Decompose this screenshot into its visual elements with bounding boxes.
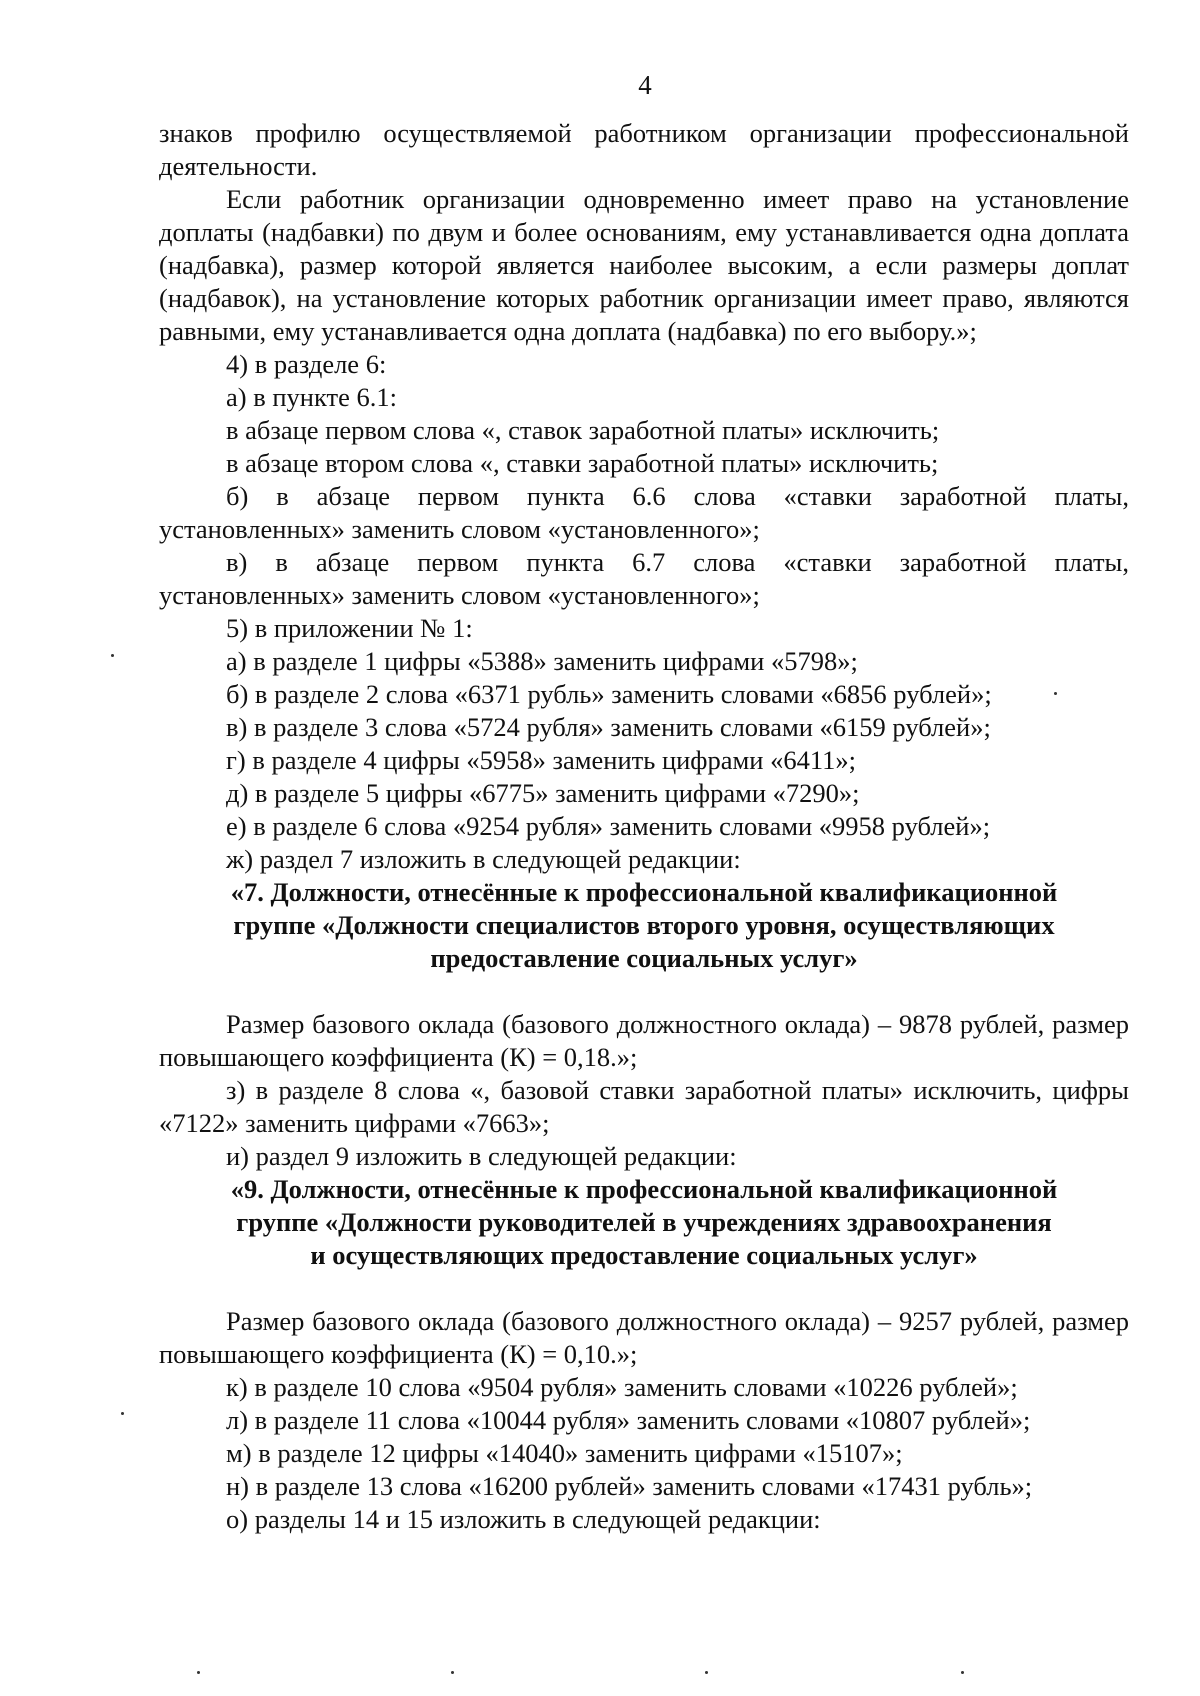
list-item: 5) в приложении № 1: xyxy=(226,613,473,643)
scan-speck xyxy=(705,1671,708,1674)
page-number: 4 xyxy=(638,70,652,100)
document-body xyxy=(159,117,1129,1536)
scan-speck xyxy=(961,1671,964,1674)
list-item: а) в разделе 1 цифры «5388» заменить цифрами «5798»; xyxy=(226,646,858,676)
heading-line: группе «Должности специалистов второго уровня, осуществляющих xyxy=(233,910,1055,940)
scan-speck xyxy=(111,654,114,657)
list-item: е) в разделе 6 слова «9254 рубля» заменить словами «9958 рублей»; xyxy=(226,811,991,841)
list-item: з) в разделе 8 слова «, базовой ставки заработной платы» исключить, цифры «7122» заменить цифрами «7663»; xyxy=(159,1075,1129,1138)
list-item: в) в абзаце первом пункта 6.7 слова «ставки заработной платы, установленных» заменить словом «установленного»; xyxy=(159,547,1129,610)
scan-speck xyxy=(1054,692,1057,695)
list-item: в абзаце втором слова «, ставки заработной платы» исключить; xyxy=(226,448,939,478)
scan-speck xyxy=(451,1671,454,1674)
paragraph: Размер базового оклада (базового должностного оклада) – 9257 рублей, размер повышающего коэффициента (К) = 0,10.»; xyxy=(159,1306,1129,1369)
list-item: о) разделы 14 и 15 изложить в следующей редакции: xyxy=(226,1504,821,1534)
paragraph: знаков профилю осуществляемой работником организации профессиональной деятельности. xyxy=(159,118,1129,181)
scan-speck xyxy=(121,1412,124,1415)
paragraph: Размер базового оклада (базового должностного оклада) – 9878 рублей, размер повышающего коэффициента (К) = 0,18.»; xyxy=(159,1009,1129,1072)
list-item: 4) в разделе 6: xyxy=(226,349,387,379)
paragraph: Если работник организации одновременно имеет право на установление доплаты (надбавки) по двум и более основаниям, ему устанавливается одна доплата (надбавка), размер которой является наиболее высоким, а если размеры доплат (надбавок), на установление которых работник организации имеет право, являются равными, ему устанавливается одна доплата (надбавка) по его выбору.»; xyxy=(159,184,1129,346)
list-item: б) в абзаце первом пункта 6.6 слова «ставки заработной платы, установленных» заменить словом «установленного»; xyxy=(159,481,1129,544)
list-item: б) в разделе 2 слова «6371 рубль» заменить словами «6856 рублей»; xyxy=(226,679,992,709)
spacer xyxy=(159,1272,1129,1305)
list-item: в) в разделе 3 слова «5724 рубля» заменить словами «6159 рублей»; xyxy=(226,712,991,742)
list-item: ж) раздел 7 изложить в следующей редакции: xyxy=(226,844,741,874)
list-item: и) раздел 9 изложить в следующей редакции: xyxy=(226,1141,737,1171)
list-item: л) в разделе 11 слова «10044 рубля» заменить словами «10807 рублей»; xyxy=(226,1405,1031,1435)
heading-line: и осуществляющих предоставление социальных услуг» xyxy=(310,1240,978,1270)
list-item: а) в пункте 6.1: xyxy=(226,382,397,412)
scan-speck xyxy=(197,1671,200,1674)
heading-line: предоставление социальных услуг» xyxy=(430,943,858,973)
list-item: м) в разделе 12 цифры «14040» заменить цифрами «15107»; xyxy=(226,1438,903,1468)
section-7-heading xyxy=(159,876,1129,975)
list-item: к) в разделе 10 слова «9504 рубля» заменить словами «10226 рублей»; xyxy=(226,1372,1018,1402)
list-item: д) в разделе 5 цифры «6775» заменить цифрами «7290»; xyxy=(226,778,860,808)
section-9-heading xyxy=(159,1173,1129,1272)
list-item: в абзаце первом слова «, ставок заработной платы» исключить; xyxy=(226,415,940,445)
heading-line: «9. Должности, отнесённые к профессиональной квалификационной xyxy=(230,1174,1058,1204)
heading-line: группе «Должности руководителей в учреждениях здравоохранения xyxy=(236,1207,1052,1237)
heading-line: «7. Должности, отнесённые к профессиональной квалификационной xyxy=(230,877,1058,907)
spacer xyxy=(159,975,1129,1008)
list-item: г) в разделе 4 цифры «5958» заменить цифрами «6411»; xyxy=(226,745,856,775)
list-item: н) в разделе 13 слова «16200 рублей» заменить словами «17431 рубль»; xyxy=(226,1471,1033,1501)
